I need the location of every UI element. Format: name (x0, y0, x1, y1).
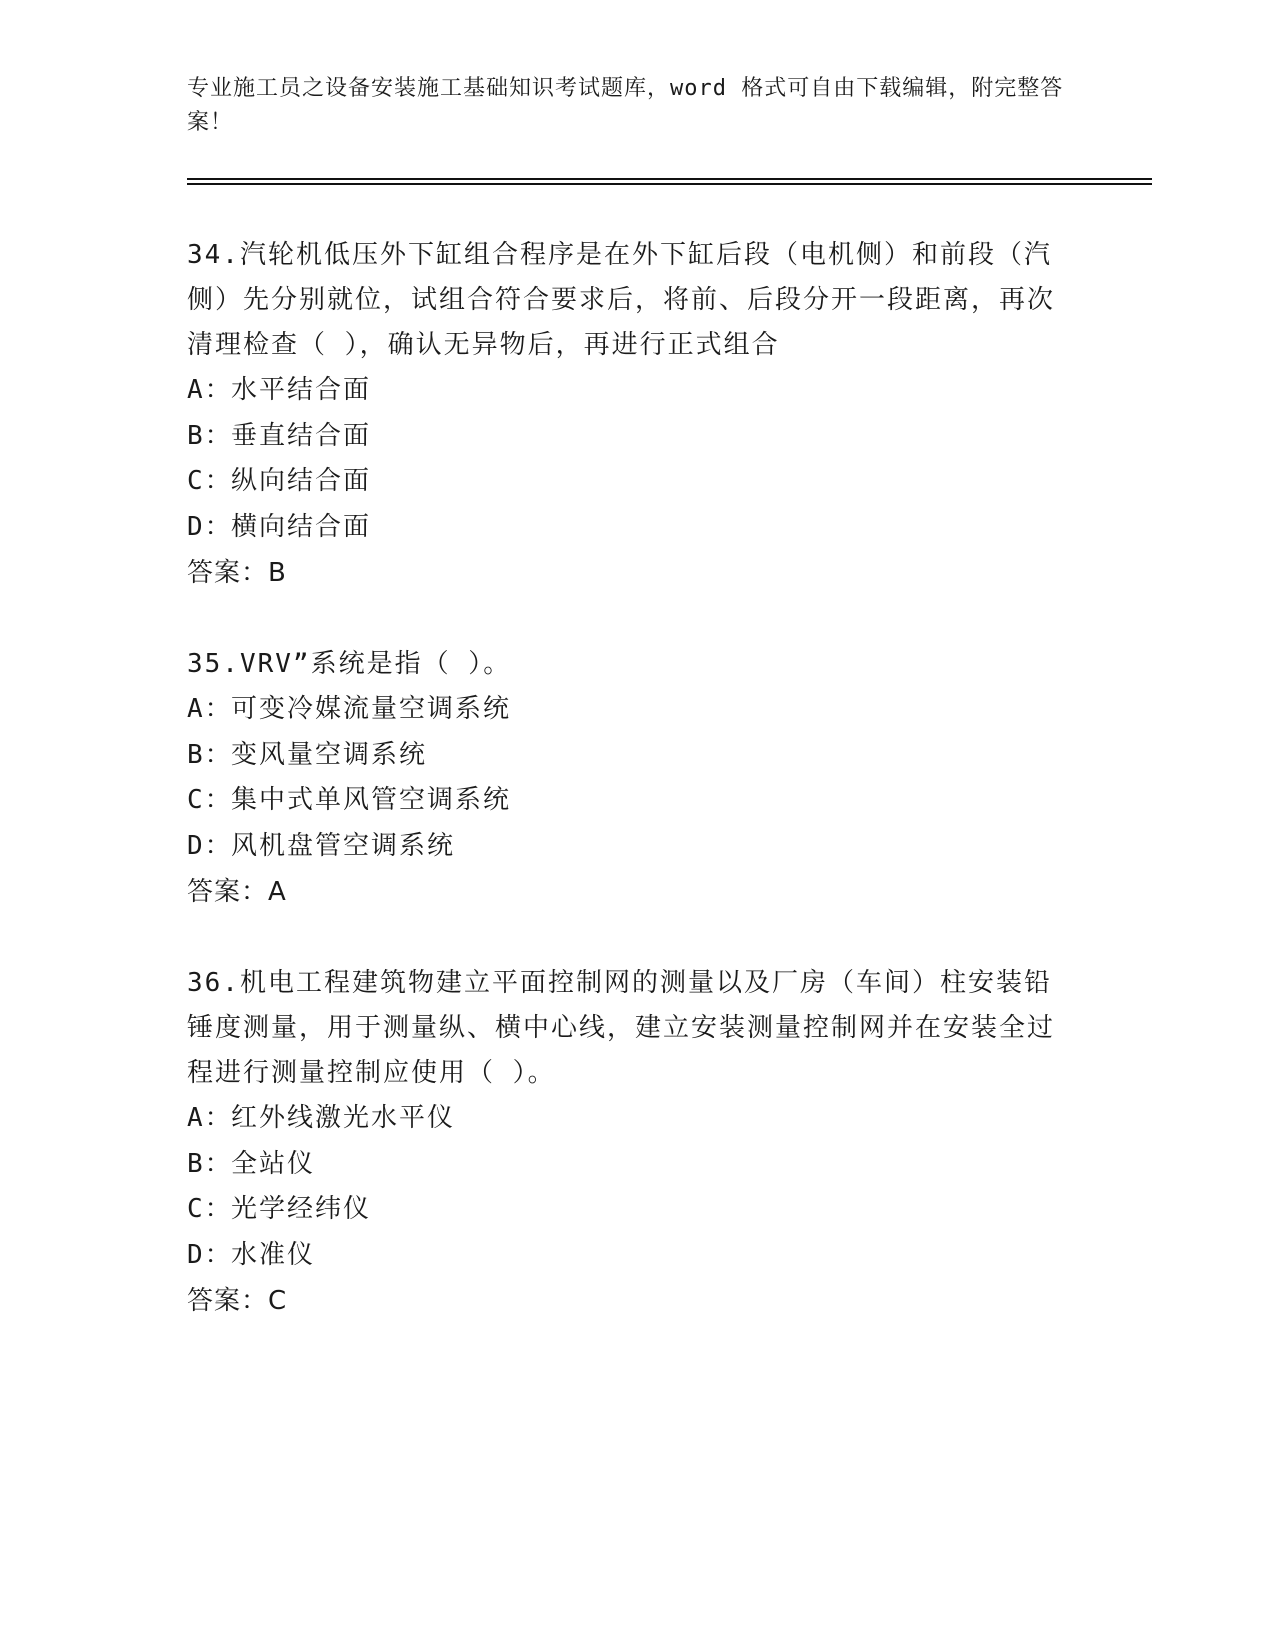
option-text: 集中式单风管空调系统 (231, 785, 512, 815)
option-text: 红外线激光水平仪 (231, 1103, 456, 1133)
answer-line: 答案：C (187, 1286, 288, 1316)
header-divider-top (187, 178, 1152, 180)
option-c (187, 1187, 1077, 1233)
option-c (187, 459, 1077, 505)
question-stem: 34.汽轮机低压外下缸组合程序是在外下缸后段（电机侧）和前段（汽侧）先分别就位，试组合符合要求后，将前、后段分开一段距离，再次清理检查（ ），确认无异物后，再进行正式组合 (187, 240, 1056, 360)
option-b (187, 414, 1077, 460)
option-text: 横向结合面 (231, 511, 372, 542)
option-letter: B： (187, 420, 233, 451)
question-34 (187, 233, 1077, 596)
option-letter: C： (187, 785, 233, 815)
option-a (187, 687, 1077, 733)
option-text: 光学经纬仪 (231, 1194, 372, 1224)
option-a (187, 368, 1077, 414)
question-36 (187, 961, 1077, 1324)
option-c (187, 778, 1077, 824)
option-text: 全站仪 (231, 1148, 316, 1179)
option-text: 变风量空调系统 (231, 739, 428, 770)
option-text: 水准仪 (231, 1239, 316, 1270)
option-text: 垂直结合面 (231, 420, 372, 451)
option-letter: D： (187, 830, 233, 861)
option-letter: C： (187, 466, 233, 496)
option-letter: C： (187, 1194, 233, 1224)
option-text: 可变冷媒流量空调系统 (231, 694, 512, 724)
option-a (187, 1096, 1077, 1142)
question-stem: 36.机电工程建筑物建立平面控制网的测量以及厂房（车间）柱安装铅锤度测量，用于测量纵、横中心线，建立安装测量控制网并在安装全过程进行测量控制应使用（ ）。 (187, 968, 1056, 1088)
option-letter: B： (187, 739, 233, 770)
option-letter: A： (187, 694, 233, 724)
option-text: 水平结合面 (231, 375, 372, 405)
option-letter: A： (187, 1103, 233, 1133)
question-35 (187, 642, 1077, 915)
option-d (187, 824, 1077, 870)
answer-line: 答案：A (187, 877, 287, 907)
option-letter: A： (187, 375, 233, 405)
option-letter: D： (187, 1239, 233, 1270)
option-text: 风机盘管空调系统 (231, 830, 456, 861)
option-letter: D： (187, 511, 233, 542)
option-b (187, 733, 1077, 779)
option-d (187, 505, 1077, 551)
answer-line: 答案：B (187, 558, 287, 588)
document-header: 专业施工员之设备安装施工基础知识考试题库，word 格式可自由下载编辑，附完整答案！ (187, 76, 1064, 135)
question-stem: 35.VRV”系统是指（ ）。 (187, 649, 512, 679)
option-d (187, 1233, 1077, 1279)
option-text: 纵向结合面 (231, 466, 372, 496)
header-divider-bottom (187, 183, 1152, 185)
option-letter: B： (187, 1148, 233, 1179)
option-b (187, 1142, 1077, 1188)
